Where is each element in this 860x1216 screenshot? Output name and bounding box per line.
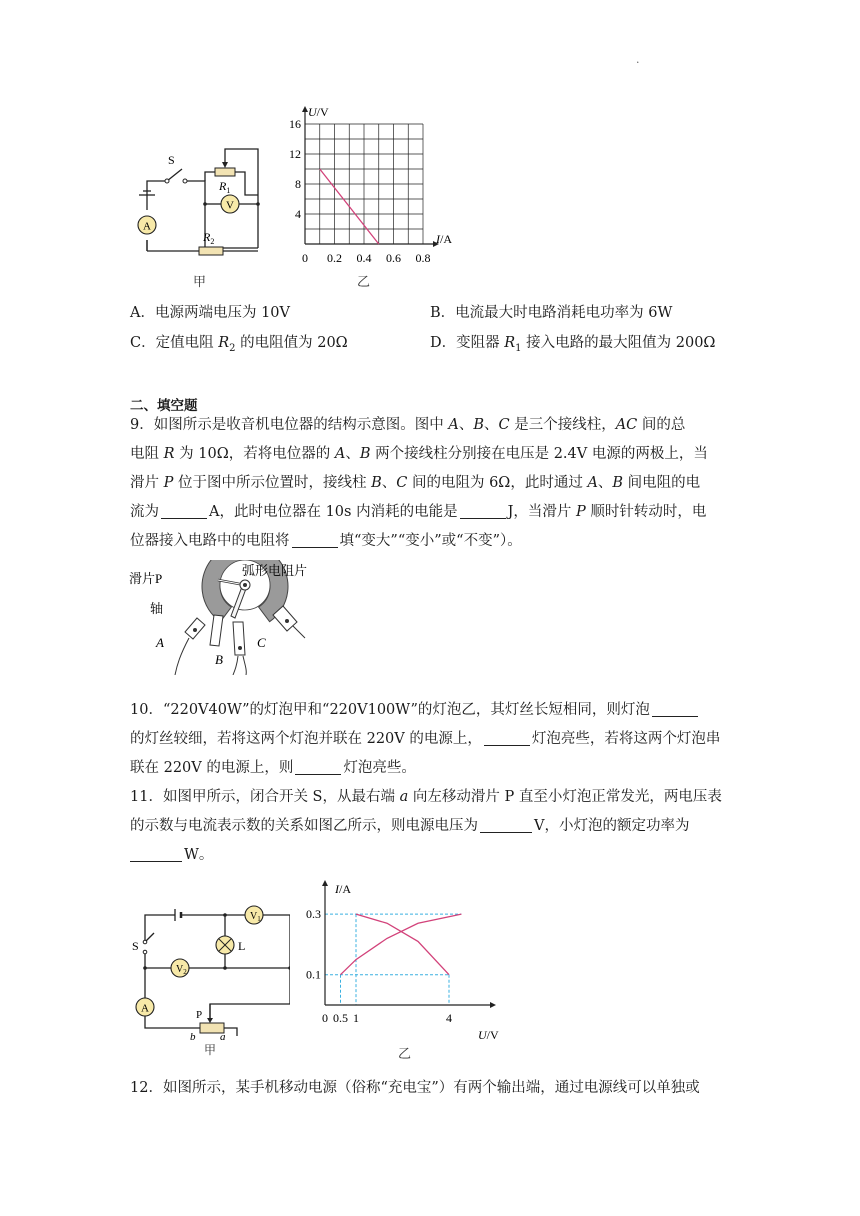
terminal-c-label: C	[257, 635, 266, 650]
voltmeter-label: V	[226, 199, 234, 212]
switch-s2-label: S	[132, 939, 139, 953]
lamp-label: L	[238, 939, 246, 953]
rheostat-slider-p	[207, 1018, 213, 1023]
chart2-xlabel: U/V	[478, 1028, 499, 1041]
q8-option-d: D．变阻器 $R_1$ 接入电路的最大阻值为 200Ω	[430, 335, 716, 354]
potentiometer-figure	[125, 560, 340, 675]
figure1-circuit	[125, 140, 275, 290]
q10-line-3: 联在 220V 的电源上，则 灯泡亮些。	[130, 760, 416, 776]
chart1-xlabel: I/A	[436, 232, 452, 246]
q8-option-c: C．定值电阻 $R_2$ 的电阻值为 20Ω	[130, 335, 348, 354]
chart2-axes	[322, 880, 496, 1008]
q9-line-5: 位器接入电路中的电阻将 填“变大”“变小”或“不变”）。	[130, 533, 522, 549]
chart1-x-tick: 0.8	[415, 251, 431, 265]
arc-resistor-label: 弧形电阻片	[242, 563, 308, 578]
page-dot: ·	[636, 56, 640, 69]
ammeter2-label: A	[141, 1002, 149, 1015]
q9-blank-2[interactable]	[460, 504, 506, 520]
v1-label: $V_1$	[250, 911, 261, 923]
figure2-graph-caption: 乙	[398, 1047, 412, 1062]
switch-s	[165, 179, 187, 183]
chart1-ylabel: U/V	[308, 105, 329, 119]
q12-line-1: 12．如图所示，某手机移动电源（俗称“充电宝”）有两个输出端，通过电源线可以单独或	[130, 1080, 700, 1096]
chart2-y-arrow	[322, 880, 328, 886]
chart1-axes	[302, 106, 439, 247]
end-b-label: b	[190, 1031, 196, 1040]
q9-line-3: 滑片 P 位于图中所示位置时，接线柱 B、C 间的电阻为 6Ω，此时通过 A、B 间电阻的电	[130, 475, 701, 491]
lamp-l	[216, 936, 234, 954]
q10-line-2: 的灯丝较细，若将这两个灯泡并联在 220V 的电源上， 灯泡亮些，若将这两个灯泡串	[130, 731, 721, 747]
chart1-y-tick: 16	[289, 117, 301, 131]
figure1-graph-caption: 乙	[357, 275, 371, 290]
shaft-label: 轴	[150, 601, 164, 616]
section-title-fill-in: 二、填空题	[130, 398, 198, 414]
switch-label: S	[168, 153, 175, 167]
figure2-circuit-caption: 甲	[204, 1043, 217, 1057]
chart1-y-tick: 8	[295, 177, 301, 191]
terminal-a-label: A	[156, 635, 164, 650]
q9-line-1: 9．如图所示是收音机电位器的结构示意图。图中 A、B、C 是三个接线柱，AC 间的总	[130, 417, 686, 433]
v2-label: $V_2$	[176, 964, 187, 976]
chart2-series-curve	[341, 914, 462, 975]
chart2-x-tick: 4	[446, 1011, 452, 1025]
q10-line-1: 10．“220V40W”的灯泡甲和“220V100W”的灯泡乙，其灯丝长短相同，则灯泡	[130, 698, 700, 719]
q11-blank-1[interactable]	[480, 818, 532, 834]
chart2-x-arrow	[490, 1002, 496, 1008]
resistor-r2	[199, 247, 223, 255]
chart2-ylabel: I/A	[335, 882, 351, 896]
chart2-x-tick: 0.5	[333, 1011, 348, 1025]
q8-option-b: B．电流最大时电路消耗电功率为 6W	[430, 305, 673, 321]
q11-blank-2[interactable]	[130, 847, 182, 863]
r1-label: $R_1$	[219, 179, 231, 195]
q9-line-2: 电阻 R 为 10Ω，若将电位器的 A、B 两个接线柱分别接在电压是 2.4V 电源的两极上，当	[130, 446, 708, 462]
chart2-x-tick: 0	[322, 1011, 328, 1025]
chart2-y-tick: 0.3	[306, 907, 321, 922]
q9-blank-1[interactable]	[161, 504, 207, 520]
q11-line-3: W。	[130, 843, 213, 864]
chart2-series-curve	[356, 914, 449, 975]
figure2-iu-graph	[295, 876, 515, 1041]
r2-label: $R_2$	[203, 230, 215, 246]
q11-line-1: 11．如图甲所示，闭合开关 S，从最右端 a 向左移动滑片 P 直至小灯泡正常发光，两电压表	[130, 789, 722, 805]
terminal-b-label: B	[215, 652, 223, 667]
chart2-ticks	[306, 907, 452, 1025]
slider-p-label: 滑片P	[129, 571, 163, 586]
rheostat-slider-arrow	[222, 162, 228, 168]
q11-line-2: 的示数与电流表示数的关系如图乙所示，则电源电压为 V，小灯泡的额定功率为	[130, 818, 690, 834]
end-a-label: a	[220, 1031, 226, 1040]
chart1-y-tick: 4	[295, 207, 301, 221]
rheostat-r1	[215, 168, 235, 176]
chart2-y-tick: 0.1	[306, 967, 321, 982]
q9-blank-3[interactable]	[292, 533, 338, 549]
chart1-x-tick: 0.2	[327, 251, 342, 265]
ammeter-label: A	[143, 220, 151, 233]
figure1-circuit-caption: 甲	[193, 275, 207, 290]
figure1-ui-graph	[283, 100, 473, 270]
figure2-circuit	[130, 900, 290, 1040]
chart2-series	[341, 914, 462, 975]
chart1-y-tick: 12	[289, 147, 301, 161]
chart2-x-tick: 1	[353, 1011, 359, 1025]
slider-p2-label: P	[196, 1009, 203, 1021]
chart2-guides	[325, 914, 461, 1005]
q10-blank-1[interactable]	[652, 702, 698, 718]
q10-blank-2[interactable]	[484, 731, 530, 747]
chart1-x-tick: 0.6	[386, 251, 401, 265]
q10-blank-3[interactable]	[295, 760, 341, 776]
q8-option-a: A．电源两端电压为 10V	[130, 305, 291, 321]
q9-line-4: 流为 A，此时电位器在 10s 内消耗的电能是 J，当滑片 P 顺时针转动时，电	[130, 504, 707, 520]
chart1-x-tick: 0	[302, 251, 308, 265]
chart1-x-tick: 0.4	[356, 251, 372, 265]
